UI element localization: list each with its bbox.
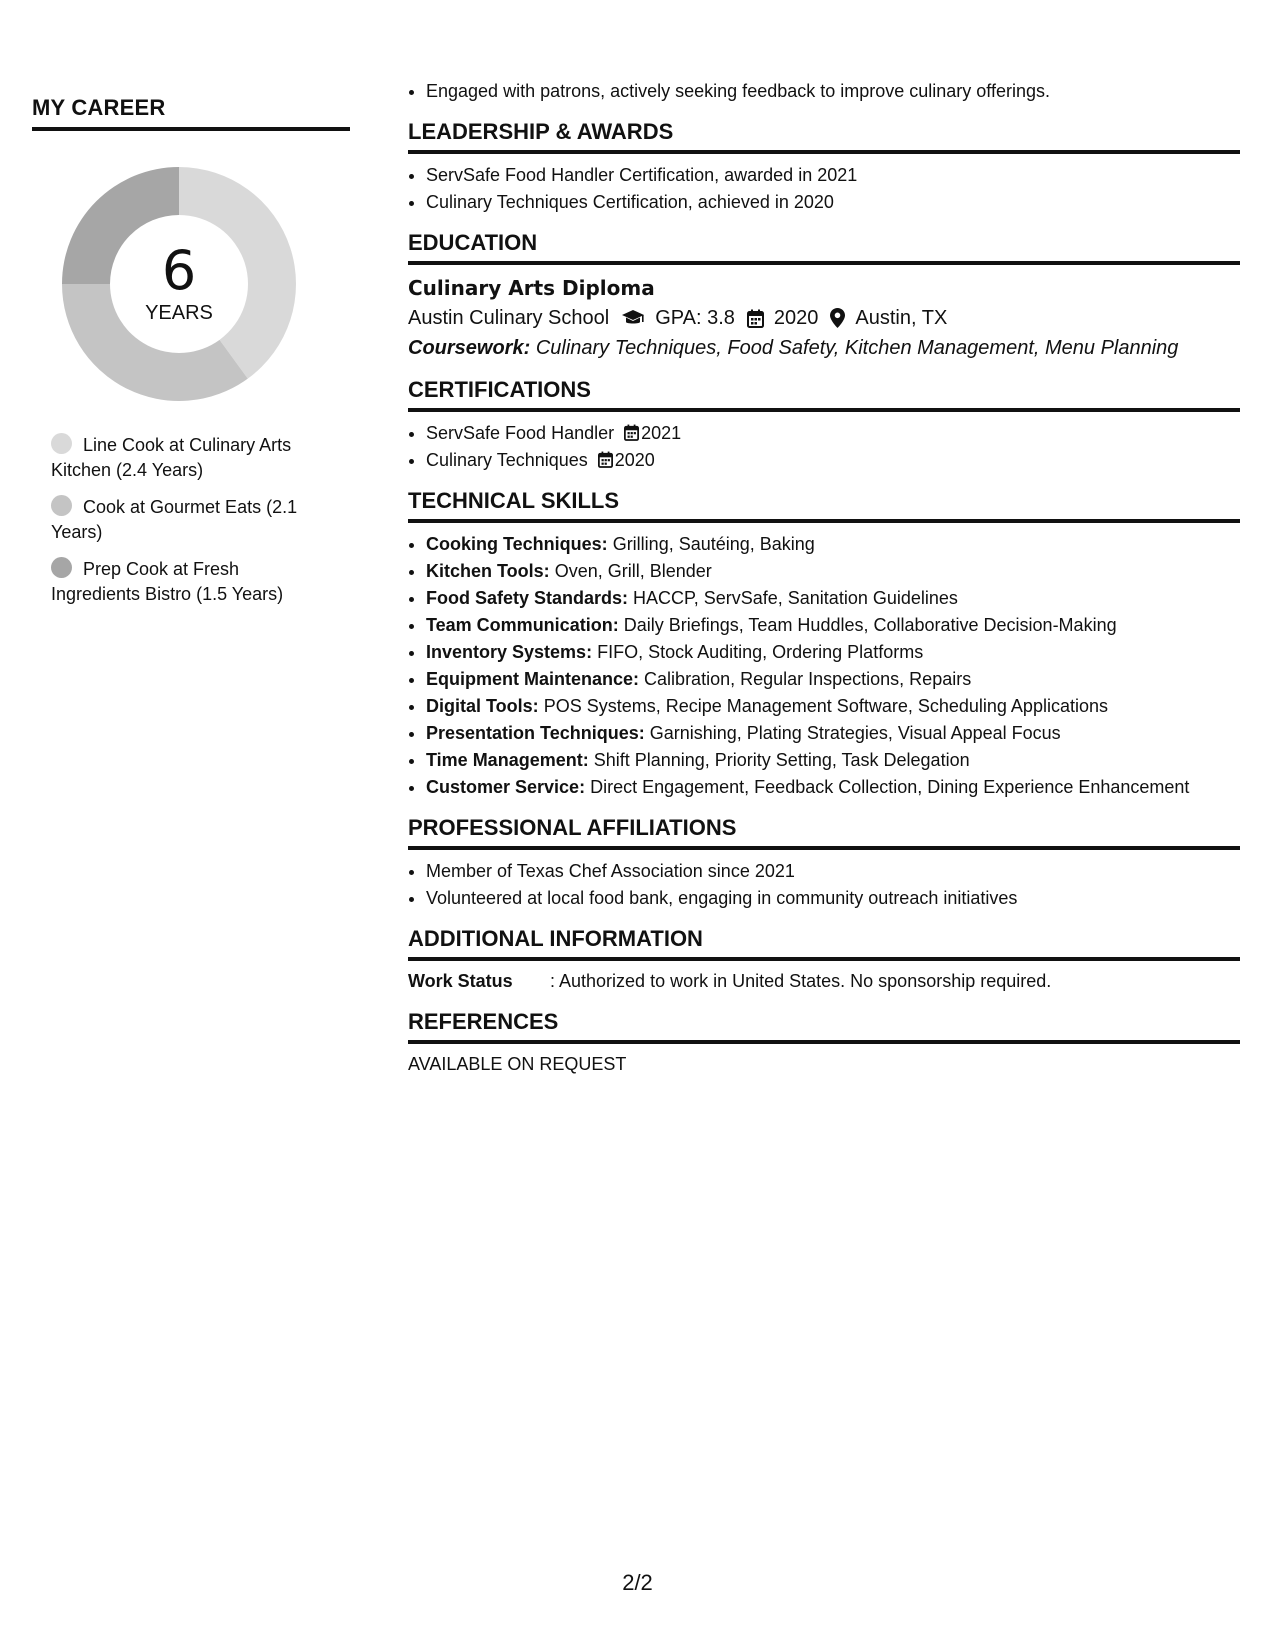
- career-title: MY CAREER: [32, 95, 350, 131]
- certification-item: [426, 420, 1240, 447]
- career-legend-label: Line Cook at Culinary Arts Kitchen (2.4 Years): [51, 435, 292, 480]
- career-donut-chart: [56, 161, 302, 407]
- calendar-icon: [747, 309, 764, 328]
- references-text: AVAILABLE ON REQUEST: [408, 1054, 627, 1074]
- additional-section: [408, 926, 1240, 995]
- skill-label: Kitchen Tools:: [426, 561, 550, 581]
- legend-dot-icon: [51, 433, 72, 454]
- graduation-year: 2020: [773, 307, 819, 329]
- career-legend-item: [51, 495, 331, 545]
- experience-bullet: • Engaged with patrons, actively seeking feedback to improve culinary offerings.: [426, 78, 1240, 105]
- career-legend-label: Prep Cook at Fresh Ingredients Bistro (1.5 Years): [51, 559, 284, 604]
- award-item: • Culinary Techniques Certification, achieved in 2020: [426, 189, 1240, 216]
- skill-value: Shift Planning, Priority Setting, Task Delegation: [593, 750, 970, 770]
- leadership-section: [408, 119, 1240, 216]
- legend-dot-icon: [51, 557, 72, 578]
- skill-label: Presentation Techniques:: [426, 723, 645, 743]
- career-legend-item: [51, 557, 331, 607]
- donut-center: [56, 161, 302, 407]
- total-years-unit: YEARS: [145, 301, 213, 324]
- affiliations-section: [408, 815, 1240, 912]
- school-name: Austin Culinary School: [408, 307, 610, 329]
- main-content: [408, 78, 1240, 1075]
- section-title: TECHNICAL SKILLS: [408, 488, 1240, 523]
- coursework-label: Coursework:: [408, 337, 531, 359]
- skill-item: [426, 612, 1240, 639]
- coursework-value: Culinary Techniques, Food Safety, Kitchen Management, Menu Planning: [535, 337, 1179, 359]
- skill-value: Calibration, Regular Inspections, Repairs: [644, 669, 972, 689]
- career-legend: [51, 433, 331, 607]
- section-title: EDUCATION: [408, 230, 1240, 265]
- school-location: Austin, TX: [855, 307, 948, 329]
- gpa: GPA: 3.8: [655, 307, 735, 329]
- skill-item: [426, 720, 1240, 747]
- section-title: ADDITIONAL INFORMATION: [408, 926, 1240, 961]
- skill-label: Cooking Techniques:: [426, 534, 608, 554]
- skill-item: [426, 774, 1240, 801]
- skill-label: Team Communication:: [426, 615, 619, 635]
- legend-dot-icon: [51, 495, 72, 516]
- skills-list: [408, 531, 1240, 801]
- career-legend-item: [51, 433, 331, 483]
- experience-bullets: [408, 78, 1240, 105]
- skill-label: Food Safety Standards:: [426, 588, 629, 608]
- skill-item: [426, 666, 1240, 693]
- skill-label: Inventory Systems:: [426, 642, 593, 662]
- skill-value: Oven, Grill, Blender: [554, 561, 712, 581]
- education-details: [408, 303, 1240, 333]
- total-years-number: 6: [161, 238, 197, 302]
- skill-value: Grilling, Sautéing, Baking: [612, 534, 815, 554]
- skill-value: Daily Briefings, Team Huddles, Collaborative Decision-Making: [623, 615, 1117, 635]
- affiliation-item: • Volunteered at local food bank, engaging in community outreach initiatives: [426, 885, 1240, 912]
- coursework: [408, 333, 1240, 363]
- page-number: 2/2: [622, 1570, 653, 1595]
- skill-value: FIFO, Stock Auditing, Ordering Platforms: [597, 642, 924, 662]
- career-legend-label: Cook at Gourmet Eats (2.1 Years): [51, 497, 298, 542]
- calendar-icon: [598, 451, 613, 468]
- skill-label: Equipment Maintenance:: [426, 669, 640, 689]
- certification-item: [426, 447, 1240, 474]
- degree: Culinary Arts Diploma: [408, 276, 655, 300]
- sidebar: [32, 95, 350, 619]
- affiliation-item: • Member of Texas Chef Association since 2021: [426, 858, 1240, 885]
- section-title: PROFESSIONAL AFFILIATIONS: [408, 815, 1240, 850]
- award-item: • ServSafe Food Handler Certification, awarded in 2021: [426, 162, 1240, 189]
- section-title: LEADERSHIP & AWARDS: [408, 119, 1240, 154]
- work-status-row: [408, 967, 1240, 995]
- skill-item: [426, 693, 1240, 720]
- skill-item: [426, 531, 1240, 558]
- certifications-list: [408, 420, 1240, 474]
- skill-item: [426, 639, 1240, 666]
- skill-label: Customer Service:: [426, 777, 586, 797]
- skill-value: HACCP, ServSafe, Sanitation Guidelines: [633, 588, 958, 608]
- certification-year: 2020: [614, 450, 655, 470]
- calendar-icon: [624, 424, 639, 441]
- section-title: REFERENCES: [408, 1009, 1240, 1044]
- graduation-cap-icon: [621, 309, 645, 327]
- section-title: CERTIFICATIONS: [408, 377, 1240, 412]
- certifications-section: [408, 377, 1240, 474]
- work-status-label: Work Status: [408, 971, 513, 991]
- education-section: [408, 230, 1240, 363]
- references-section: [408, 1009, 1240, 1075]
- map-pin-icon: [830, 308, 845, 328]
- skill-value: Direct Engagement, Feedback Collection, Dining Experience Enhancement: [590, 777, 1190, 797]
- skill-label: Digital Tools:: [426, 696, 539, 716]
- work-status-value: : Authorized to work in United States. No sponsorship required.: [550, 971, 1052, 991]
- certification-name: Culinary Techniques: [426, 450, 588, 470]
- skill-value: Garnishing, Plating Strategies, Visual Appeal Focus: [649, 723, 1061, 743]
- affiliations-list: [408, 858, 1240, 912]
- skill-item: [426, 558, 1240, 585]
- leadership-list: [408, 162, 1240, 216]
- skill-item: [426, 747, 1240, 774]
- skill-item: [426, 585, 1240, 612]
- skill-value: POS Systems, Recipe Management Software, Scheduling Applications: [543, 696, 1108, 716]
- certification-year: 2021: [641, 423, 682, 443]
- skills-section: [408, 488, 1240, 801]
- skill-label: Time Management:: [426, 750, 589, 770]
- certification-name: ServSafe Food Handler: [426, 423, 615, 443]
